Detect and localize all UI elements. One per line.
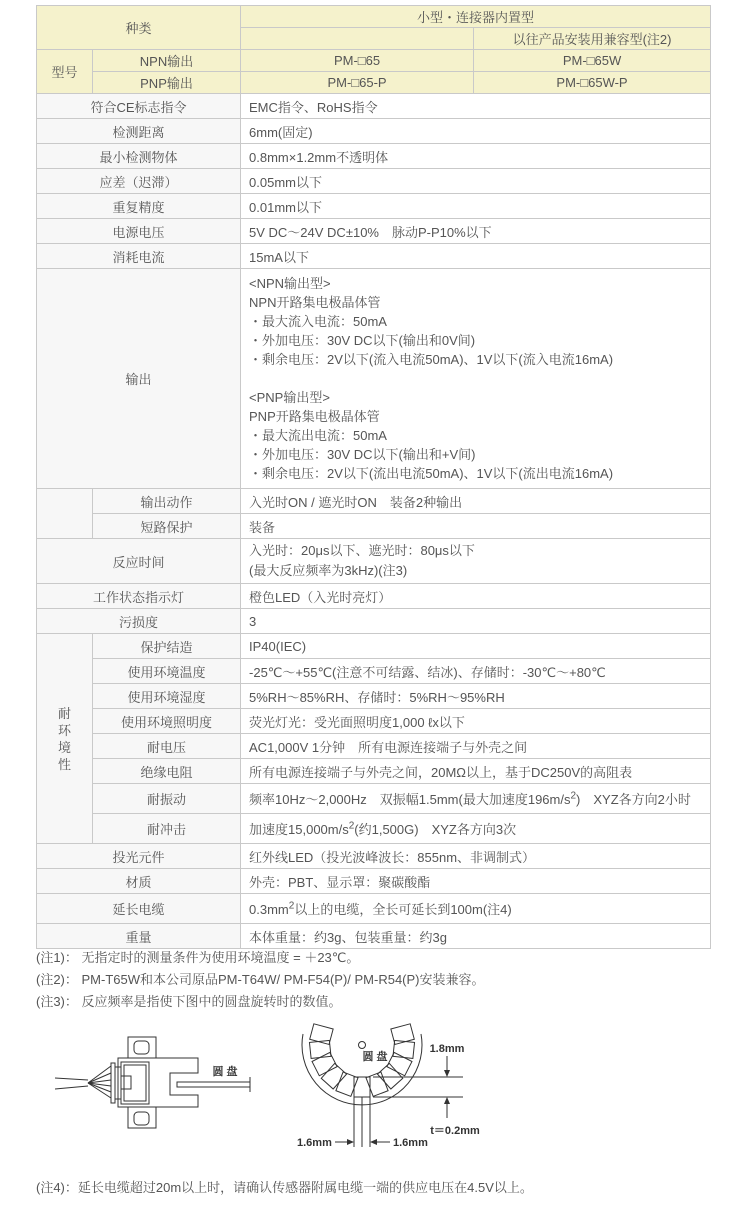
spec-value-cable [241,894,711,924]
npn-model-w-cell: PM-□65W [474,50,711,72]
vibration-text-post: ) XYZ各方向2小时 [576,792,691,807]
model-header-cell: 型号 [37,50,93,94]
output-line: PNP开路集电极晶体管 [249,409,380,424]
spec-value-supply-voltage: 5V DC～24V DC±10% 脉动P-P10%以下 [241,219,711,244]
npn-model-cell: PM-□65 [241,50,474,72]
disc-label-right: 圆 盘 [362,1051,388,1063]
spec-value-pollution: 3 [241,609,711,634]
spec-label-response: 反应时间 [37,539,241,584]
spec-value-material: 外壳：PBT、显示罩：聚碳酸酯 [241,869,711,894]
spec-value-distance: 6mm(固定) [241,119,711,144]
pnp-model-w-cell: PM-□65W-P [474,72,711,94]
spec-label-withstand-voltage: 耐电压 [93,734,241,759]
note-1: (注1)： 无指定时的测量条件为使用环境温度 = ＋23℃。 [36,950,360,965]
spec-label-insulation: 绝缘电阻 [93,759,241,784]
spec-label-ce: 符合CE标志指令 [37,94,241,119]
response-line-2: (最大反应频率为3kHz)(注3) [249,563,408,578]
kind-header-cell: 种类 [37,6,241,50]
output-line: ・最大流入电流：50mA [249,314,387,329]
spec-label-vibration: 耐振动 [93,784,241,814]
spec-label-output: 输出 [37,269,241,489]
cable-text-post: 以上的电缆，全长可延长到100m(注4) [294,902,512,917]
output-line: ・外加电压：30V DC以下(输出和0V间) [249,333,476,348]
spec-value-ce: EMC指令、RoHS指令 [241,94,711,119]
spec-table [36,5,711,949]
spec-label-pollution: 污损度 [37,609,241,634]
spec-label-hysteresis: 应差（迟滞） [37,169,241,194]
shock-sup: 2 [348,820,355,832]
spec-label-weight: 重量 [37,924,241,949]
spec-value-hysteresis: 0.05mm以下 [241,169,711,194]
env-group-label: 耐环境性 [57,705,71,772]
dim-left-label: 1.6mm [297,1137,332,1149]
dim-thickness-label: t＝0.2mm [430,1125,480,1137]
note-2: (注2)： PM-T65W和本公司原品PM-T64W/ PM-F54(P)/ PM-R54(P)安装兼容。 [36,972,485,987]
disc-outline [302,1034,422,1105]
spec-label-ambient-temp: 使用环境温度 [93,659,241,684]
type-compat-cell: 以往产品安装用兼容型(注2) [474,28,711,50]
spec-label-current: 消耗电流 [37,244,241,269]
sensor-connector [111,1063,121,1103]
note-3: (注3)： 反应频率是指使下图中的圆盘旋转时的数值。 [36,994,342,1009]
cable-text: 0.3mm [249,902,289,917]
spec-label-short-protect: 短路保护 [93,514,241,539]
spec-value-output [241,269,711,489]
shock-text: 加速度15,000m/s [249,822,349,837]
spec-value-emitter: 红外线LED（投光波峰波长：855nm、非调制式） [241,844,711,869]
output-line: NPN开路集电极晶体管 [249,295,381,310]
spec-label-material: 材质 [37,869,241,894]
pnp-label-cell: PNP输出 [93,72,241,94]
spec-value-response [241,539,711,584]
output-line: <PNP输出型> [249,390,330,405]
sensor-disc-figure [55,1030,270,1140]
spec-value-indicator: 橙色LED（入光时亮灯） [241,584,711,609]
disc-label-left: 圆 盘 [212,1066,238,1078]
slotted-disc-figure [295,1022,510,1172]
type-main-cell: 小型・连接器内置型 [241,6,711,28]
output-line: ・最大流出电流：50mA [249,428,387,443]
spec-value-weight: 本体重量：约3g、包装重量：约3g [241,924,711,949]
spec-value-min-object: 0.8mm×1.2mm不透明体 [241,144,711,169]
spec-value-shock [241,814,711,844]
vibration-text: 频率10Hz～2,000Hz 双振幅1.5mm(最大加速度196m/s [249,792,571,807]
vibration-sup: 2 [570,790,577,802]
note-4: (注4)：延长电缆超过20m以上时，请确认传感器附属电缆一端的供应电压在4.5V以上。 [36,1180,533,1195]
spec-label-repeatability: 重复精度 [37,194,241,219]
shock-text-post: (约1,500G) XYZ各方向3次 [354,822,517,837]
output-line: <NPN输出型> [249,276,331,291]
output-line: ・剩余电压：2V以下(流入电流50mA)、1V以下(流入电流16mA) [249,352,614,367]
spec-value-illuminance: 荧光灯光：受光面照明度1,000 ℓx以下 [241,709,711,734]
spec-value-repeatability: 0.01mm以下 [241,194,711,219]
disc-center-hole [359,1042,366,1049]
dim-height-label: 1.8mm [429,1043,465,1055]
spec-label-output-action: 输出动作 [93,489,241,514]
pnp-model-cell: PM-□65-P [241,72,474,94]
spec-label-distance: 检测距离 [37,119,241,144]
disc-edge [177,1077,250,1092]
spec-label-shock: 耐冲击 [93,814,241,844]
type-empty-cell [241,28,474,50]
spec-value-insulation: 所有电源连接端子与外壳之间，20MΩ以上，基于DC250V的高阻表 [241,759,711,784]
npn-label-cell: NPN输出 [93,50,241,72]
spec-value-protection: IP40(IEC) [241,634,711,659]
spec-value-short-protect: 装备 [241,514,711,539]
spec-label-min-object: 最小检测物体 [37,144,241,169]
spec-label-protection: 保护结造 [93,634,241,659]
cable-sup: 2 [288,900,295,912]
env-group-cell [37,634,93,844]
response-line-1: 入光时：20μs以下、遮光时：80μs以下 [249,543,475,558]
output-line: ・剩余电压：2V以下(流出电流50mA)、1V以下(流出电流16mA) [249,466,614,481]
output-group-spacer-cell [37,489,93,539]
sensor-cable [55,1066,111,1098]
spec-value-ambient-humidity: 5%RH～85%RH、存储时：5%RH～95%RH [241,684,711,709]
output-line [249,369,702,388]
spec-label-emitter: 投光元件 [37,844,241,869]
spec-label-illuminance: 使用环境照明度 [93,709,241,734]
spec-value-vibration [241,784,711,814]
spec-label-cable: 延长电缆 [37,894,241,924]
spec-value-current: 15mA以下 [241,244,711,269]
spec-label-ambient-humidity: 使用环境湿度 [93,684,241,709]
dim-right-label: 1.6mm [393,1137,428,1149]
spec-label-supply-voltage: 电源电压 [37,219,241,244]
spec-value-withstand-voltage: AC1,000V 1分钟 所有电源连接端子与外壳之间 [241,734,711,759]
spec-value-output-action: 入光时ON / 遮光时ON 装备2种输出 [241,489,711,514]
output-line: ・外加电压：30V DC以下(输出和+V间) [249,447,476,462]
spec-label-indicator: 工作状态指示灯 [37,584,241,609]
spec-value-ambient-temp: -25℃～+55℃(注意不可结露、结冰)、存储时：-30℃～+80℃ [241,659,711,684]
